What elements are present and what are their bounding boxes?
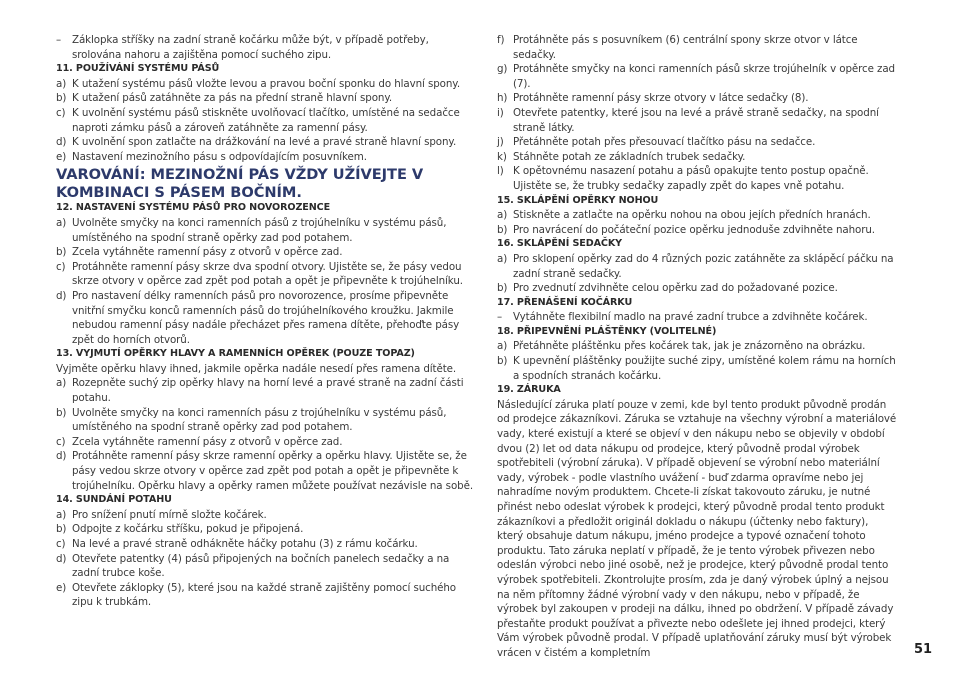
paragraph: Následující záruka platí pouze v zemi, kde byl tento produkt původně prodán od prodejce zákazníkovi. Záruka se vztahuje na všechny výrobní a materiálové vady, které existují a které se objeví v den nákupu nebo se objevily v období dvou (2) let od data nákupu od prodejce, který původně prodal výrobek spotřebiteli (výrobní záruka). V případě objevení se výrobní nebo materiální vady, výrobek - podle vlastního uvážení - buď zdarma opravíme nebo jej nahradíme novým produktem. Chcete-li získat takovouto záruku, je nutné přinést nebo odeslat výrobek k prodejci, který původně prodal tento produkt zákazníkovi a předložit originál dokladu o nákupu (účtenky nebo faktury), který obsahuje datum nákupu, jméno prodejce a typové označení tohoto produktu. Tato záruka neplatí v případě, že je tento výrobek přivezen nebo odeslán výrobci nebo jiné osobě, než je prodejce, který původně prodal tento výrobek spotřebiteli. Zkontrolujte prosím, zda je daný výrobek úplný a nejsou na něm přítomny žádné výrobní vady v den nákupu, nebo v případě, že výrobek byl zakoupen v prodeji na dálku, ihned po obdržení. V případě závady přestaňte produkt používat a přivezte nebo odešlete jej ihned prodejci, který Vám výrobek původně prodal. V případě uplatňování záruky musí být výrobek vrácen v čistém a kompletním xyxy=(497,398,897,659)
list-item xyxy=(56,537,476,552)
list-item xyxy=(56,106,476,135)
list-marker: a) xyxy=(497,209,508,222)
list-marker: b) xyxy=(56,406,67,419)
list-item xyxy=(497,208,897,223)
list-item-text: Otevřete patentky, které jsou na levé a právě straně sedačky, na spodní straně látky. xyxy=(513,106,879,134)
list-marker: a) xyxy=(497,252,508,265)
list-marker: k) xyxy=(497,150,507,163)
list-marker: b) xyxy=(56,246,67,259)
list-marker: c) xyxy=(56,260,66,273)
list-item xyxy=(497,310,897,325)
list-marker: b) xyxy=(497,282,508,295)
list-item-text: Rozepněte suchý zip opěrky hlavy na horní levé a pravé straně na zadní části potahu. xyxy=(72,377,464,405)
list-item-text: Zcela vytáhněte ramenní pásy z otvorů v opěrce zad. xyxy=(72,246,343,259)
list-item xyxy=(56,91,476,106)
list-marker: – xyxy=(497,311,503,324)
list-item-text: K utažení pásů zatáhněte za pás na přední straně hlavní spony. xyxy=(72,92,393,105)
list-item-text: Pro snížení pnutí mírně složte kočárek. xyxy=(72,508,267,521)
list-marker: e) xyxy=(56,150,67,163)
list-marker: a) xyxy=(56,377,67,390)
list-marker: b) xyxy=(56,92,67,105)
list-marker: j) xyxy=(497,136,504,149)
list-item xyxy=(56,33,476,62)
paragraph: Vyjměte opěrku hlavy ihned, jakmile opěrka nadále nesedí přes ramena dítěte. xyxy=(56,362,457,375)
list-item xyxy=(497,135,897,150)
list-item xyxy=(56,77,476,92)
list-marker: e) xyxy=(56,581,67,594)
list-marker: d) xyxy=(56,136,67,149)
list-item xyxy=(56,376,476,405)
list-item xyxy=(56,449,476,493)
list-item xyxy=(56,289,476,347)
list-item-text: Pro zvednutí zdvihněte celou opěrku zad do požadované pozice. xyxy=(513,282,838,295)
page-number: 51 xyxy=(914,642,933,657)
list-marker: h) xyxy=(497,92,508,105)
list-marker: d) xyxy=(56,289,67,302)
list-marker: d) xyxy=(56,552,67,565)
list-item xyxy=(56,581,476,610)
section-heading: 11. POUŽÍVÁNÍ SYSTÉMU PÁSŮ xyxy=(56,63,220,75)
list-item-text: Protáhněte pás s posuvníkem (6) centrální spony skrze otvor v látce sedačky. xyxy=(513,34,858,61)
section-heading: 16. SKLÁPĚNÍ SEDAČKY xyxy=(497,238,623,250)
list-marker: d) xyxy=(56,450,67,463)
list-marker: b) xyxy=(56,523,67,536)
list-item-text: Otevřete záklopky (5), které jsou na každé straně zajištěny pomocí suchého zipu k trubkám. xyxy=(72,581,456,609)
list-item xyxy=(497,354,897,383)
list-item-text: Pro sklopení opěrky zad do 4 různých pozic zatáhněte za sklápěcí páčku na zadní straně sedačky. xyxy=(513,252,894,280)
list-marker: a) xyxy=(56,216,67,229)
list-item xyxy=(497,281,897,296)
list-marker: b) xyxy=(497,223,508,236)
list-item xyxy=(56,522,476,537)
list-marker: l) xyxy=(497,165,504,178)
section-heading: 17. PŘENÁŠENÍ KOČÁRKU xyxy=(497,296,633,308)
list-marker: a) xyxy=(56,77,67,90)
list-item xyxy=(56,245,476,260)
list-item xyxy=(497,33,897,62)
list-marker: c) xyxy=(56,106,66,119)
list-item-text: Uvolněte smyčky na konci ramenních pásu z trojúhelníku v systému pásů, umístěného na spodní straně opěrky zad pod potahem. xyxy=(72,406,447,434)
list-item xyxy=(497,223,897,238)
section-heading: 13. VYJMUTÍ OPĚRKY HLAVY A RAMENNÍCH OPĚREK (POUZE TOPAZ) xyxy=(56,348,415,360)
list-item xyxy=(497,339,897,354)
list-item-text: Protáhněte ramenní pásy skrze ramenní opěrky a opěrku hlavy. Ujistěte se, že pásy vedou skrze otvory v opěrce zad zpět pod potah a opět je připevněte k trojúhelníku. Opěrku hlavy a opěrky ramen můžete používat nezávisle na sobě. xyxy=(72,450,473,492)
list-item xyxy=(56,216,476,245)
list-item-text: K uvolnění spon zatlačte na drážkování na levé a pravé straně hlavní spony. xyxy=(72,136,457,149)
section-heading: 15. SKLÁPĚNÍ OPĚRKY NOHOU xyxy=(497,194,659,206)
list-item-text: Zcela vytáhněte ramenní pásy z otvorů v opěrce zad. xyxy=(72,435,343,448)
list-item-text: K utažení systému pásů vložte levou a pravou boční sponku do hlavní spony. xyxy=(72,77,460,90)
list-item-text: Protáhněte smyčky na konci ramenních pásů skrze trojúhelník v opěrce zad (7). xyxy=(513,63,895,90)
section-heading: 19. ZÁRUKA xyxy=(497,384,561,396)
list-marker: c) xyxy=(56,538,66,550)
list-item-text: K opětovnému nasazení potahu a pásů opakujte tento postup opačně. Ujistěte se, že trubky sedačky zapadly zpět do kapes vně potahu. xyxy=(513,165,869,192)
section-heading: 18. PŘIPEVNĚNÍ PLÁŠTĚNKY (VOLITELNÉ) xyxy=(497,325,717,337)
list-item-text: K upevnění pláštěnky použijte suché zipy, umístěné kolem rámu na horních a spodních stranách kočárku. xyxy=(513,355,896,382)
list-item xyxy=(497,252,897,281)
section-heading: 12. NASTAVENÍ SYSTÉMU PÁSŮ PRO NOVOROZENCE xyxy=(56,202,331,214)
list-item-text: Otevřete patentky (4) pásů připojených na bočních panelech sedačky a na zadní trubce koše. xyxy=(72,552,450,580)
list-item xyxy=(56,508,476,523)
list-item-text: Stáhněte potah ze základních trubek sedačky. xyxy=(513,150,746,163)
list-item xyxy=(56,406,476,435)
section-heading: 14. SUNDÁNÍ POTAHU xyxy=(56,494,172,506)
list-item-text: Uvolněte smyčky na konci ramenních pásů z trojúhelníku v systému pásů, umístěného na spodní straně opěrky zad pod potahem. xyxy=(72,216,447,244)
list-marker: b) xyxy=(497,355,508,368)
list-item-text: Vytáhněte flexibilní madlo na pravé zadní trubce a zdvihněte kočárek. xyxy=(513,311,868,324)
list-marker: f) xyxy=(497,34,505,46)
list-item xyxy=(497,62,897,91)
list-item-text: K uvolnění systému pásů stiskněte uvolňovací tlačítko, umístěné na sedačce naproti zámku pásů a zároveň zatáhněte za ramenní pásy. xyxy=(72,106,460,134)
list-item-text: Záklopka stříšky na zadní straně kočárku může být, v případě potřeby, srolována nahoru a zajištěna pomocí suchého zipu. xyxy=(72,34,429,61)
list-item xyxy=(56,135,476,150)
list-item xyxy=(497,106,897,135)
list-item xyxy=(497,91,897,106)
list-item-text: Pro nastavení délky ramenních pásů pro novorozence, prosíme připevněte vnitřní smyčku konců ramenních pásů do trojúhelníkového kroužku. Jakmile nebudou ramenní pásy nadále přecházet přes ramena dítěte, přehoďte pásy zpět do horních otvorů. xyxy=(72,289,460,346)
list-item-text: Na levé a pravé straně odhákněte háčky potahu (3) z rámu kočárku. xyxy=(72,538,418,550)
left-column xyxy=(56,33,476,610)
list-marker: c) xyxy=(56,435,66,448)
list-marker: – xyxy=(56,34,62,46)
list-item-text: Protáhněte ramenní pásy skrze otvory v látce sedačky (8). xyxy=(513,92,809,105)
list-marker: i) xyxy=(497,106,504,119)
right-column xyxy=(497,33,897,661)
list-item-text: Přetáhněte pláštěnku přes kočárek tak, jak je znázorněno na obrázku. xyxy=(513,340,866,353)
list-item xyxy=(56,552,476,581)
list-marker: a) xyxy=(497,340,508,353)
list-marker: a) xyxy=(56,508,67,521)
list-item-text: Stiskněte a zatlačte na opěrku nohou na obou jejích předních hranách. xyxy=(513,209,871,222)
list-item xyxy=(497,164,897,193)
list-item-text: Nastavení mezinožního pásu s odpovídajícím posuvníkem. xyxy=(72,150,367,163)
list-item xyxy=(56,260,476,289)
list-item xyxy=(56,435,476,450)
list-item xyxy=(56,150,476,165)
list-item-text: Pro navrácení do počáteční pozice opěrku jednoduše zdvihněte nahoru. xyxy=(513,223,875,236)
list-item-text: Odpojte z kočárku stříšku, pokud je připojená. xyxy=(72,523,304,536)
list-item-text: Protáhněte ramenní pásy skrze dva spodní otvory. Ujistěte se, že pásy vedou skrze otvory v opěrce zad zpět pod potah a opět je připevněte k trojúhelníku. xyxy=(72,260,463,288)
list-item xyxy=(497,150,897,165)
warning-heading: VAROVÁNÍ: MEZINOŽNÍ PÁS VŽDY UŽÍVEJTE V KOMBINACI S PÁSEM BOČNÍM. xyxy=(56,166,424,201)
list-marker: g) xyxy=(497,63,508,76)
list-item-text: Přetáhněte potah přes přesouvací tlačítko pásu na sedačce. xyxy=(513,136,816,149)
